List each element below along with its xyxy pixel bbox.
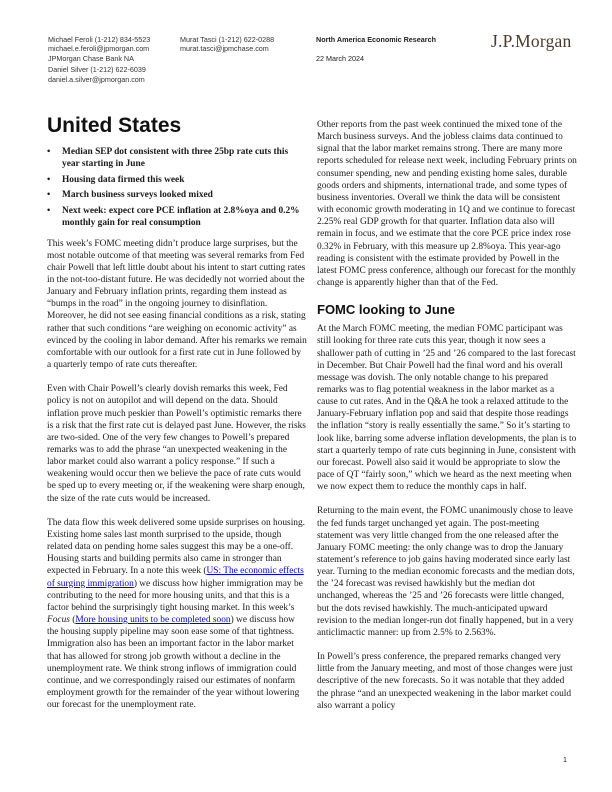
author-name-phone: Daniel Silver (1-212) 622-6039: [48, 65, 146, 75]
author-name-phone: Murat Tasci (1-212) 622-0288: [180, 35, 275, 44]
research-title: North America Economic Research: [316, 35, 436, 44]
section-heading: FOMC looking to June: [317, 302, 455, 318]
body-paragraph: This week’s FOMC meeting didn’t produce large surprises, but the most notable outcome of that meeting was several remarks from Fed chair Powell that left little doubt about his intent to start cutting rates in the not-too-distant future. He was decidedly not worried about the January and February inflation prints, regarding them instead as “bumps in the road” in the ongoing journey to disinflation. Moreover, he did not see easing financial conditions as a risk, stating rather that such conditions “are weighing on economic activity” as evinced by the cooling in labor demand. After his remarks we remain comfortable with our outlook for a first rate cut in June followed by a quarterly tempo of rate cuts thereafter.: [47, 238, 307, 371]
right-column: [317, 119, 577, 724]
key-point: • Median SEP dot consistent with three 25bp rate cuts this year starting in June: [47, 147, 289, 169]
research-info: [316, 35, 436, 63]
report-date: 22 March 2024: [316, 54, 364, 63]
page-number: 1: [563, 755, 567, 764]
bullet-icon: •: [47, 205, 51, 216]
key-point: • Next week: expect core PCE inflation at 2.8%oya and 0.2% monthly gain for real consumption: [47, 205, 300, 228]
link-housing-units-focus[interactable]: More housing units to be completed soon: [75, 615, 231, 626]
author-contacts-mid: [180, 35, 274, 54]
author-contacts-left: [48, 35, 150, 84]
body-paragraph: In Powell’s press conference, the prepared remarks changed very little from the January meeting, and most of those changes were just descriptive of the new forecasts. So it was notable that they added the phrase “and an unexpected weakening in the labor market could also warrant a policy: [317, 652, 573, 711]
body-paragraph: Returning to the main event, the FOMC unanimously chose to leave the fed funds target unchanged yet again. The post-meeting statement was very little changed from the one released after the January FOMC meeting: the only change was to drop the January statement’s reference to job gains having moderated since early last year. Turning to the median economic forecasts and the median dots, the ’24 forecast was revised hawkishly but the median dot unchanged, whereas the ’25 and ’26 forecasts were little changed, but the dots revised hawkishly. The much-anticipated upward revision to the median longer-run dot finally happened, but in a very anticlimactic manner: up from 2.5% to 2.563%.: [317, 506, 575, 638]
key-point: • March business surveys looked mixed: [47, 190, 213, 200]
body-paragraph: Even with Chair Powell’s clearly dovish remarks this week, Fed policy is not on autopilot and will depend on the data. Should inflation prove much peskier than Powell’s optimistic remarks there is a risk that the first rate cut is delayed past June. However, the risks are two-sided. One of the very few changes to Powell’s prepared remarks was to add the phrase “an unexpected weakening in the labor market could also warrant a policy response.” If such a weakening would occur then we believe the pace of rate cuts would be sped up to every meeting or, if the weakening were sharp enough, the size of the rate cuts would be increased.: [47, 384, 306, 504]
jpmorgan-logo: J.P.Morgan: [491, 31, 572, 51]
link-immigration-note[interactable]: US: The economic effects of surging immigration: [47, 566, 304, 589]
body-paragraph: Other reports from the past week continued the mixed tone of the March business surveys. And the jobless claims data continued to signal that the labor market remains strong. There are many more reports scheduled for release next week, including February prints on consumer spending, new and pending existing home sales, durable goods orders and shipments, international trade, and some types of business inventories. Overall we think the data will be consistent with economic growth moderating in 1Q and we continue to forecast 2.25% real GDP growth for that quarter. Inflation data also will remain in focus, and we estimate that the core PCE price index rose 0.32% in February, with this measure up 2.8%oya. This year-ago reading is consistent with the estimate provided by Powell in the latest FOMC press conference, although our forecast for the monthly change is apparently higher than that of the Fed.: [317, 120, 577, 289]
body-paragraph: At the March FOMC meeting, the median FOMC participant was still looking for three rate cuts this year, though it now sees a shallower path of cutting in ’25 and ’26 compared to the last forecast in December. But Chair Powell had the final word and his overall message was dovish. The only notable change to his prepared remarks was to flag potential weakness in the labor market as a cause to cut rates. And in the Q&A he took a relaxed attitude to the January-February inflation pop and said that despite those readings the inflation “story is really essentially the same.” So it’s starting to look like, barring some adverse inflation developments, the plan is to start a quarterly tempo of rate cuts beginning in June, consistent with our forecast. Powell also said it would be appropriate to slow the pace of QT “fairly soon,” which we heard as the next meeting when we now expect them to reduce the monthly caps in half.: [317, 324, 577, 493]
left-column: [47, 114, 307, 723]
author-email[interactable]: michael.e.feroli@jpmorgan.com: [48, 44, 150, 54]
key-point: • Housing data firmed this week: [47, 174, 185, 185]
page-title: United States: [47, 114, 182, 137]
author-entity: JPMorgan Chase Bank NA: [48, 53, 134, 63]
focus-label: Focus: [47, 615, 70, 626]
author-email[interactable]: daniel.a.silver@jpmorgan.com: [48, 74, 145, 84]
key-points-list: [47, 146, 307, 229]
body-paragraph-housing: The data flow this week delivered some upside surprises on housing. Existing home sales last month surprised to the upside, though related data on pending home sales suggest this may be a one-off. Housing starts and building permits also came in stronger than expected in February. In a note this week (US: The economic effects of surging immigration) we discuss how higher immigration may be contributing to the need for more housing units, and that this is a factor behind the surprisingly tight housing market. In this week’s Focus (More housing units to be completed soon) we discuss how the housing supply pipeline may soon ease some of that tightness. Immigration also has been an important factor in the labor market that has allowed for strong job growth without a decline in the unemployment rate. We think strong inflows of immigration could continue, and we correspondingly raised our estimates of nonfarm employment growth for the remainder of the year without lowering our forecast for the unemployment rate.: [47, 517, 306, 711]
author-email[interactable]: murat.tasci@jpmchase.com: [180, 44, 269, 54]
bullet-icon: •: [47, 147, 51, 157]
bullet-icon: •: [47, 174, 51, 185]
bullet-icon: •: [47, 190, 51, 200]
author-name-phone: Michael Feroli (1-212) 834-5523: [48, 35, 151, 44]
